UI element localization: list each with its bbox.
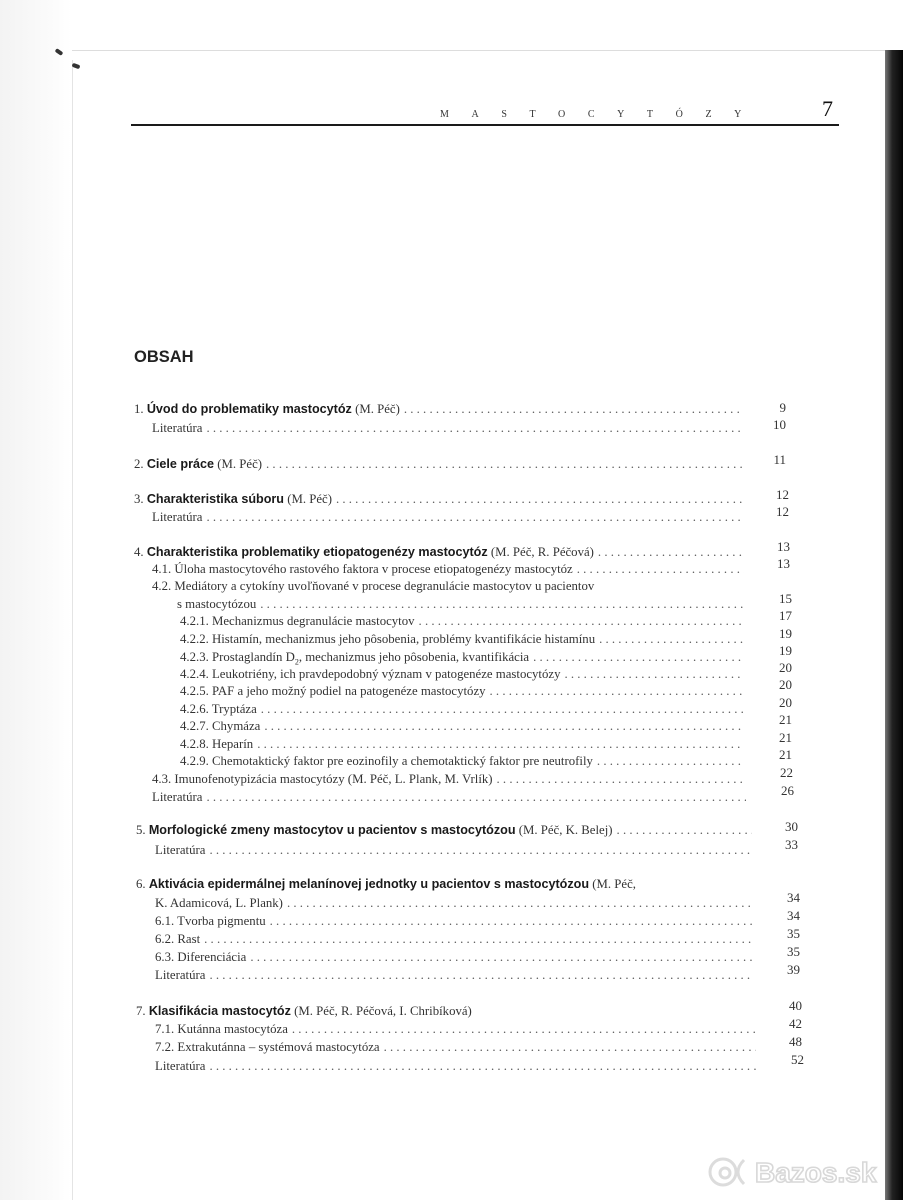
toc-page-number: 35: [787, 926, 800, 941]
toc-entry-6-2: 6.2. Rast . . .: [155, 932, 758, 949]
toc-entry-4-2-9: 4.2.9. Chemotaktický faktor pre eozinofily a chemotaktický faktor pre neutrofily . . .: [180, 754, 748, 771]
toc-entry-6-3: 6.3. Diferenciácia . . .: [155, 950, 758, 967]
toc-entry-5-literature: Literatúra . . .: [155, 843, 756, 860]
toc-page-number: 48: [789, 1034, 802, 1049]
toc-page-number: 10: [773, 417, 786, 432]
toc-page-number: 39: [787, 962, 800, 977]
toc-page-number: 13: [777, 556, 790, 571]
bazos-logo: [705, 1152, 895, 1192]
toc-entry-3: 3. Charakteristika súboru (M. Péč) . . .: [134, 492, 746, 509]
toc-page-number: 11: [773, 452, 786, 467]
toc-entry-4-2-5: 4.2.5. PAF a jeho možný podiel na patogenéze mastocytózy . . .: [180, 684, 748, 701]
toc-page-number: 20: [779, 695, 792, 710]
toc-entry-4-2-1: 4.2.1. Mechanizmus degranulácie mastocytov . . .: [180, 614, 748, 631]
toc-entry-7: 7. Klasifikácia mastocytóz (M. Péč, R. Péčová, I. Chribíková): [136, 1004, 472, 1018]
toc-page-number: 12: [776, 487, 789, 502]
toc-entry-4-2-7: 4.2.7. Chymáza . . .: [180, 719, 748, 736]
toc-page-number: 17: [779, 608, 792, 623]
toc-page-number: 19: [779, 643, 792, 658]
toc-page-number: 21: [779, 747, 792, 762]
toc-page-number: 21: [779, 730, 792, 745]
toc-entry-1-literature: Literatúra . . .: [152, 421, 746, 438]
toc-entry-4-2-cont: s mastocytózou . . .: [177, 597, 748, 614]
toc-heading: OBSAH: [134, 348, 194, 366]
toc-page-number: 9: [779, 400, 786, 415]
toc-entry-4: 4. Charakteristika problematiky etiopatogenézy mastocytóz (M. Péč, R. Péčová) . . .: [134, 545, 748, 562]
page-number: 7: [822, 96, 833, 121]
toc-page-number: 52: [791, 1052, 804, 1067]
toc-entry-4-2-8: 4.2.8. Heparín . . .: [180, 737, 748, 754]
toc-entry-4-literature: Literatúra . . .: [152, 790, 750, 807]
toc-entry-7-1: 7.1. Kutánna mastocytóza . . .: [155, 1022, 760, 1039]
toc-page-number: 40: [789, 998, 802, 1013]
toc-entry-6-1: 6.1. Tvorba pigmentu . . .: [155, 914, 758, 931]
toc-entry-4-3: 4.3. Imunofenotypizácia mastocytózy (M. Péč, L. Plank, M. Vrlík) . . .: [152, 772, 748, 789]
bazos-watermark: [705, 1152, 895, 1192]
toc-page-number: 19: [779, 626, 792, 641]
toc-entry-5: 5. Morfologické zmeny mastocytov u pacientov s mastocytózou (M. Péč, K. Belej) . . .: [136, 823, 756, 840]
running-title: MASTOCYTÓZY: [440, 109, 764, 120]
toc-page-number: 20: [779, 660, 792, 675]
toc-page-number: 12: [776, 504, 789, 519]
toc-page-number: 35: [787, 944, 800, 959]
toc-entry-4-2-2: 4.2.2. Histamín, mechanizmus jeho pôsobenia, problémy kvantifikácie histamínu . . .: [180, 632, 748, 649]
toc-entry-4-1: 4.1. Úloha mastocytového rastového faktora v procese etiopatogenézy mastocytóz . . .: [152, 562, 748, 579]
watermark-text: Bazos.sk: [755, 1157, 877, 1188]
toc-entry-4-2: 4.2. Mediátory a cytokíny uvoľňované v procese degranulácie mastocytov u pacientov: [152, 579, 595, 593]
toc-entry-4-2-3: 4.2.3. Prostaglandín $D_2$, mechanizmus jeho pôsobenia, kvantifikácia . . .: [180, 650, 748, 667]
toc-entry-1: 1. Úvod do problematiky mastocytóz (M. Péč) . . .: [134, 402, 746, 419]
toc-entry-4-2-6: 4.2.6. Tryptáza . . .: [180, 702, 748, 719]
toc-entry-6: 6. Aktivácia epidermálnej melanínovej jednotky u pacientov s mastocytózou (M. Péč,: [136, 877, 636, 891]
toc-page-number: 26: [781, 783, 794, 798]
toc-page-number: 15: [779, 591, 792, 606]
toc-page-number: 30: [785, 819, 798, 834]
toc-entry-6-literature: Literatúra . . .: [155, 968, 758, 985]
toc-page-number: 20: [779, 677, 792, 692]
toc-entry-7-2: 7.2. Extrakutánna – systémová mastocytóza . . .: [155, 1040, 760, 1057]
toc-page-number: 22: [780, 765, 793, 780]
toc-entry-7-literature: Literatúra . . .: [155, 1059, 762, 1076]
toc-page-number: 42: [789, 1016, 802, 1031]
toc-page-number: 34: [787, 890, 800, 905]
toc-entry-6-cont: K. Adamicová, L. Plank) . . .: [155, 896, 758, 913]
toc-page-number: 33: [785, 837, 798, 852]
toc-page-number: 21: [779, 712, 792, 727]
toc-page-number: 34: [787, 908, 800, 923]
toc-page-number: 13: [777, 539, 790, 554]
toc-entry-2: 2. Ciele práce (M. Péč) . . .: [134, 457, 746, 474]
toc-entry-4-2-4: 4.2.4. Leukotriény, ich pravdepodobný význam v patogenéze mastocytózy . . .: [180, 667, 748, 684]
toc-entry-3-literature: Literatúra . . .: [152, 510, 746, 527]
